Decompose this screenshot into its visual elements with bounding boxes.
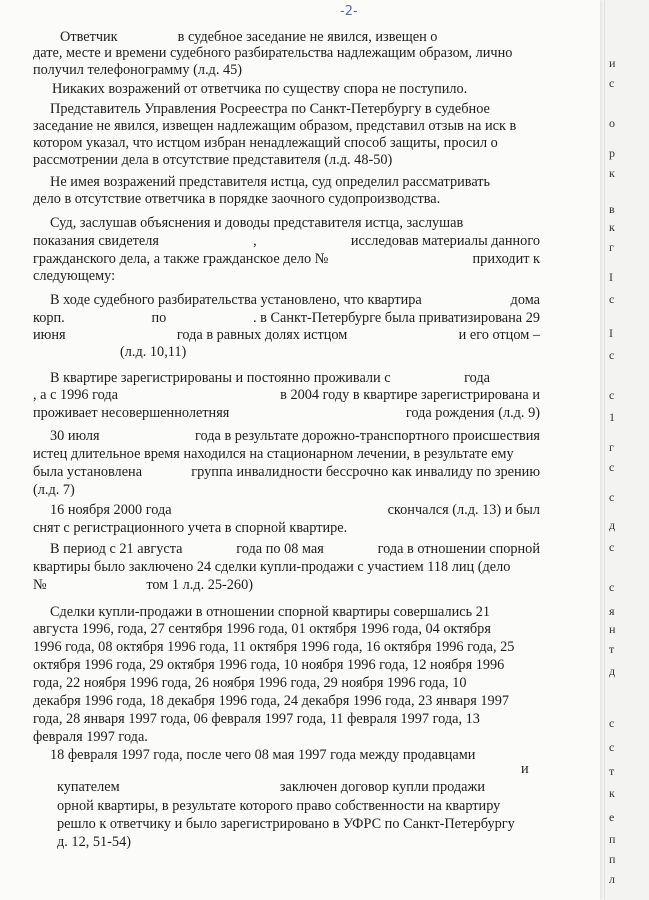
text-line <box>33 692 540 710</box>
text-segment: декабря 1996 года, 18 декабря 1996 года, 24 декабря 1996 года, 23 января 1997 <box>33 693 509 709</box>
text-segment: Сделки купли-продажи в отношении спорной квартиры совершались 21 <box>50 604 491 620</box>
text-segment: получил телефонограмму (л.д. 45) <box>33 62 243 78</box>
text-segment: следующему: <box>33 268 116 284</box>
text-segment: Никаких возражений от ответчика по существу спора не поступило. <box>52 81 468 97</box>
text-line <box>50 540 540 558</box>
text-line <box>33 134 540 152</box>
text-segment: решло к ответчику и было зарегистрировано в УФРС по Санкт-Петербургу <box>57 816 515 832</box>
edge-char: с <box>609 540 615 554</box>
text-segment: года в результате дорожно-транспортного происшествия <box>195 428 540 444</box>
edge-char: к <box>609 786 615 800</box>
text-segment: (л.д. 10,11) <box>120 344 187 360</box>
text-segment: исследовав материалы данного <box>350 233 540 249</box>
text-segment: года в равных долях истцом <box>176 327 348 343</box>
edge-char: 1 <box>609 410 615 424</box>
next-page-edge <box>604 0 649 900</box>
edge-char: т <box>609 764 615 778</box>
text-line <box>33 710 540 728</box>
edge-char: н <box>609 622 616 636</box>
text-line <box>33 519 347 537</box>
text-segment: и <box>521 761 529 777</box>
text-segment: дате, месте и времени судебного разбирательства надлежащим образом, лично <box>33 45 513 61</box>
edge-char: р <box>609 146 615 160</box>
edge-char: п <box>609 832 616 846</box>
text-segment: . в Санкт-Петербурге была приватизирована 29 <box>253 310 540 326</box>
text-line <box>57 815 527 833</box>
edge-char: с <box>609 716 615 730</box>
text-segment: в 2004 году в квартире зарегистрирована и <box>280 387 540 403</box>
text-segment: года, 22 ноября 1996 года, 26 ноября 1996 года, 29 ноября 1996 года, 10 <box>33 675 467 691</box>
text-segment: приходит к <box>472 251 540 267</box>
edge-char: I <box>609 326 613 340</box>
edge-char: е <box>609 810 615 824</box>
edge-char: п <box>609 852 616 866</box>
text-segment: февраля 1997 года. <box>33 729 148 745</box>
edge-char: г <box>609 240 614 254</box>
edge-char: с <box>609 388 615 402</box>
text-line <box>57 833 131 851</box>
text-segment: дома <box>510 292 540 308</box>
edge-char: и <box>609 56 616 70</box>
text-segment: квартиры было заключено 24 сделки купли-продажи с участием 118 лиц (дело <box>33 559 511 575</box>
text-line <box>33 61 242 79</box>
text-line <box>50 427 540 445</box>
text-line <box>33 250 540 268</box>
text-segment: по <box>151 310 167 326</box>
text-segment: в судебное заседание не явился, извещен о <box>177 29 438 45</box>
text-line <box>33 326 540 344</box>
text-segment: проживает несовершеннолетняя <box>33 405 230 421</box>
text-line <box>33 445 540 463</box>
text-line <box>33 638 540 656</box>
edge-char: т <box>609 642 615 656</box>
edge-char: в <box>609 202 615 216</box>
text-segment: была установлена <box>33 464 143 480</box>
text-segment: заседание не явился, извещен надлежащим образом, представил отзыв на иск в <box>33 118 517 134</box>
edge-char: с <box>609 490 615 504</box>
text-line <box>33 232 540 250</box>
edge-char: д <box>609 664 616 678</box>
text-segment: № <box>33 577 47 593</box>
text-line <box>33 190 440 208</box>
text-line <box>50 291 540 309</box>
text-line <box>33 463 540 481</box>
text-line <box>33 674 540 692</box>
text-line <box>33 117 540 135</box>
text-segment: дело в отсутствие ответчика в порядке заочного судопроизводства. <box>33 191 441 207</box>
text-line <box>50 603 540 621</box>
edge-char: л <box>609 872 615 886</box>
text-segment: гражданского дела, а также гражданское дело № <box>33 251 329 267</box>
text-segment: августа 1996, года, 27 сентября 1996 года, 01 октября 1996 года, 04 октября <box>33 621 491 637</box>
text-line <box>33 656 540 674</box>
text-segment: Ответчик <box>60 29 118 45</box>
text-line <box>33 386 540 404</box>
text-line <box>50 173 540 191</box>
text-line <box>33 267 115 285</box>
edge-char: я <box>609 604 615 618</box>
text-segment: года <box>464 370 490 386</box>
text-line <box>50 214 540 232</box>
text-segment: орной квартиры, в результате которого право собственности на квартиру <box>57 798 501 814</box>
text-segment: 18 февраля 1997 года, после чего 08 мая 1997 года между продавцами <box>50 747 476 763</box>
text-segment: и его отцом – <box>458 327 540 343</box>
text-segment: июня <box>33 327 66 343</box>
text-segment: рассмотрении дела в отсутствие представителя (л.д. 48-50) <box>33 152 393 168</box>
text-segment: котором указал, что истцом избран ненадлежащий способ защиты, просил о <box>33 135 498 151</box>
text-segment: (л.д. 7) <box>33 482 75 498</box>
text-line <box>33 620 540 638</box>
text-segment: скончался (л.д. 13) и был <box>387 502 540 518</box>
text-segment: том 1 л.д. 25-260) <box>146 577 253 593</box>
text-segment: заключен договор купли продажи <box>279 779 485 795</box>
text-line <box>57 797 527 815</box>
text-line <box>33 44 540 62</box>
text-segment: года, 28 января 1997 года, 06 февраля 1997 года, 11 февраля 1997 года, 13 <box>33 711 480 727</box>
text-line <box>33 151 392 169</box>
text-line <box>33 309 540 327</box>
text-line <box>521 760 529 778</box>
edge-char: с <box>609 76 615 90</box>
text-segment: В период с 21 августа <box>50 541 183 557</box>
text-segment: группа инвалидности бессрочно как инвалиду по зрению <box>191 464 540 480</box>
text-line <box>33 728 148 746</box>
text-line <box>120 343 186 361</box>
text-segment: снят с регистрационного учета в спорной квартире. <box>33 520 348 536</box>
text-segment: , а с 1996 года <box>33 387 119 403</box>
text-line <box>33 481 75 499</box>
text-segment: истец длительное время находился на стационарном лечении, в результате ему <box>33 446 514 462</box>
edge-char: с <box>609 348 615 362</box>
text-line <box>33 404 540 422</box>
text-line <box>50 369 490 387</box>
edge-char: д <box>609 518 616 532</box>
text-segment: года в отношении спорной <box>377 541 540 557</box>
text-segment: показания свидетеля <box>33 233 159 249</box>
edge-char: с <box>609 580 615 594</box>
text-line <box>50 501 540 519</box>
text-segment: В ходе судебного разбирательства установлено, что квартира <box>50 292 422 308</box>
text-segment: д. 12, 51-54) <box>57 834 131 850</box>
text-line <box>52 80 467 98</box>
edge-char: о <box>609 116 615 130</box>
page-number: -2- <box>340 4 358 19</box>
text-segment: корп. <box>33 310 65 326</box>
text-segment: 16 ноября 2000 года <box>50 502 172 518</box>
text-segment: Не имея возражений представителя истца, суд определил рассматривать <box>50 174 491 190</box>
text-segment: купателем <box>57 779 120 795</box>
text-line <box>50 746 540 764</box>
edge-char: г <box>609 440 614 454</box>
text-segment: года рождения (л.д. 9) <box>405 405 540 421</box>
text-line <box>50 100 540 118</box>
edge-char: с <box>609 460 615 474</box>
edge-char: с <box>609 740 615 754</box>
text-segment: Представитель Управления Росреестра по Санкт-Петербургу в судебное <box>50 101 490 117</box>
edge-char: с <box>609 292 615 306</box>
text-line <box>33 576 253 594</box>
edge-char: к <box>609 220 615 234</box>
text-segment: октября 1996 года, 29 октября 1996 года, 10 ноября 1996 года, 12 ноября 1996 <box>33 657 505 673</box>
text-segment: В квартире зарегистрированы и постоянно проживали с <box>50 370 391 386</box>
text-line <box>33 558 540 576</box>
text-segment: 30 июля <box>50 428 100 444</box>
text-segment: года по 08 мая <box>236 541 324 557</box>
text-line <box>57 778 485 796</box>
text-segment: , <box>253 233 257 249</box>
edge-char: к <box>609 166 615 180</box>
text-segment: Суд, заслушав объяснения и доводы представителя истца, заслушав <box>50 215 464 231</box>
text-segment: 1996 года, 08 октября 1996 года, 11 октября 1996 года, 16 октября 1996 года, 25 <box>33 639 515 655</box>
edge-char: I <box>609 270 613 284</box>
